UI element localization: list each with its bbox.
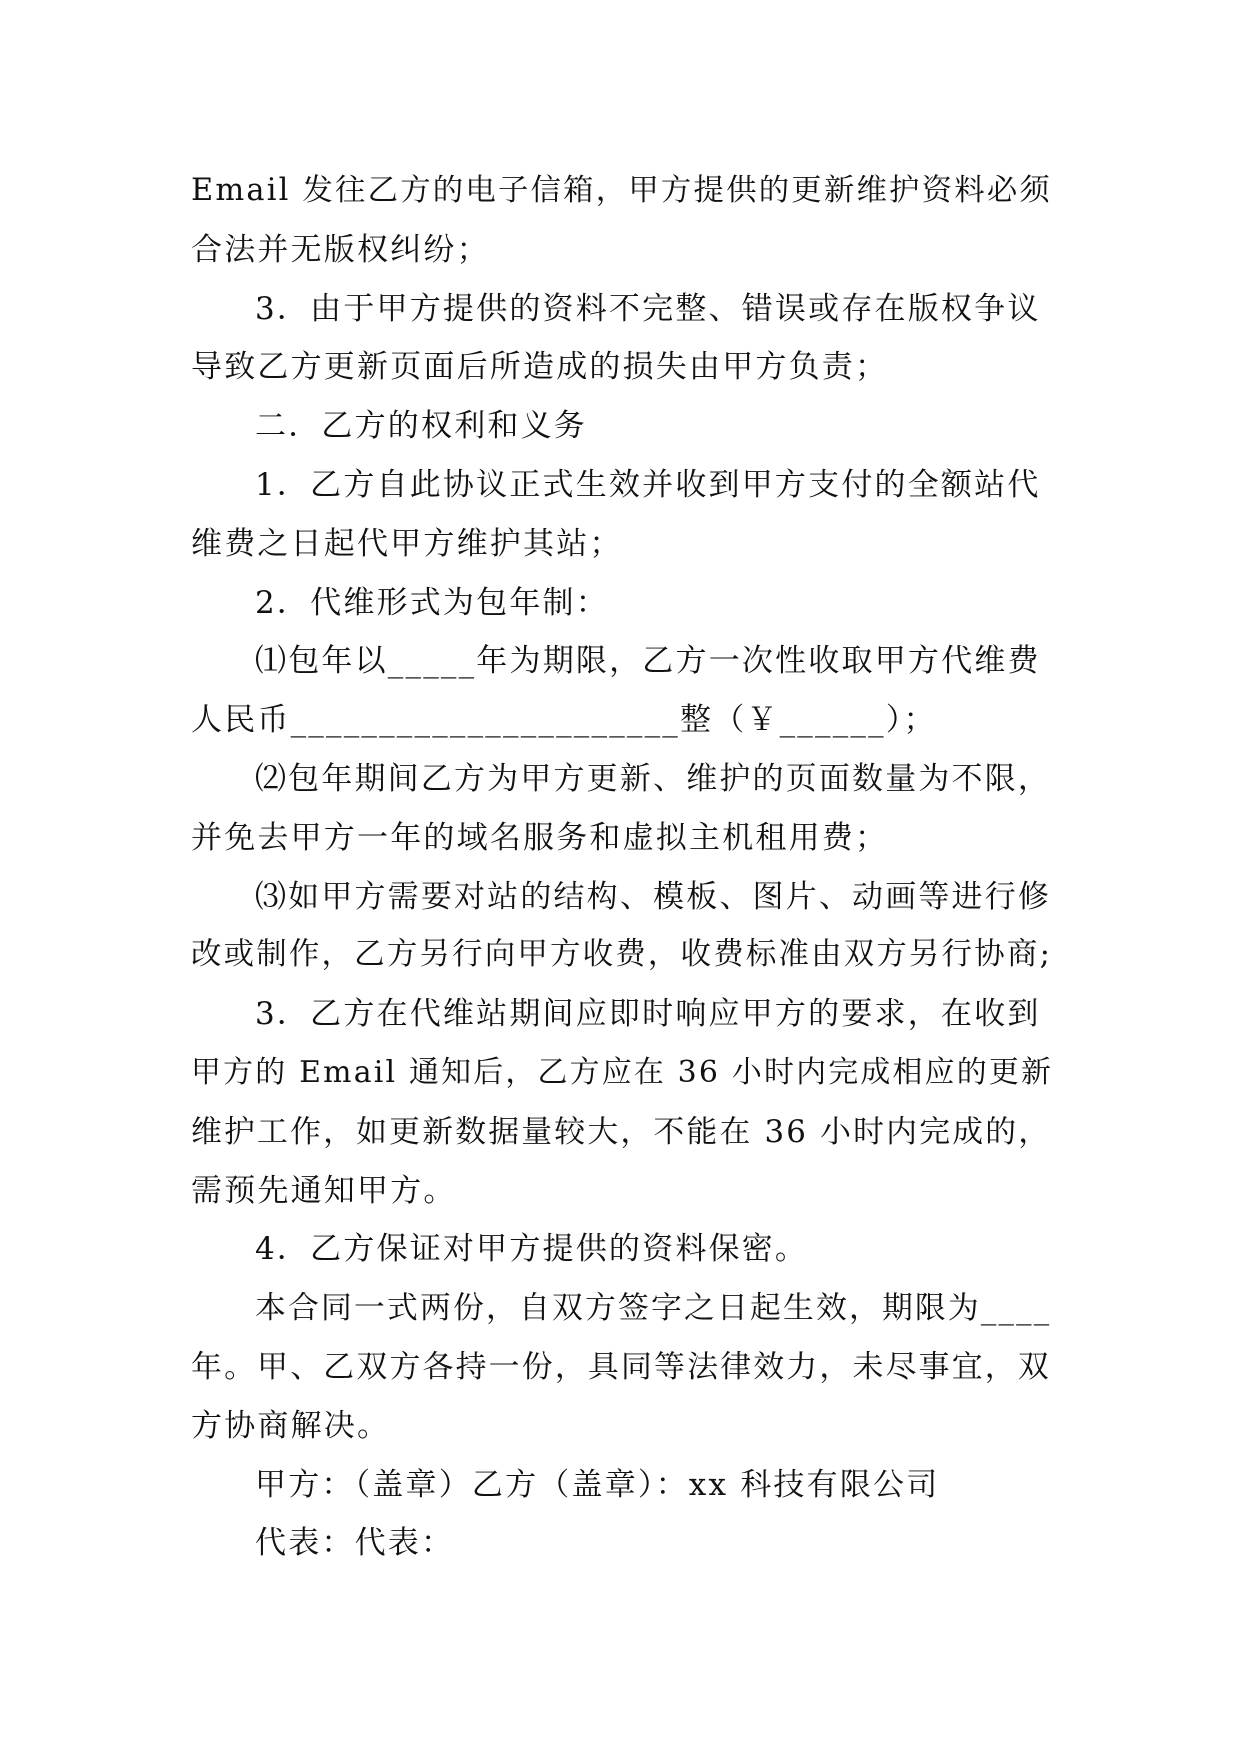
document-line: 并免去甲方一年的域名服务和虚拟主机租用费； bbox=[191, 819, 889, 856]
document-line: 人民币______________________整（￥______）； bbox=[191, 702, 937, 739]
document-body bbox=[191, 162, 1054, 1573]
document-line: 1．乙方自此协议正式生效并收到甲方支付的全额站代 bbox=[255, 466, 1041, 503]
document-line: 需预先通知甲方。 bbox=[191, 1172, 457, 1209]
document-line: 代表：代表： bbox=[255, 1525, 455, 1562]
document-line: 方协商解决。 bbox=[191, 1407, 391, 1444]
document-line: 3．由于甲方提供的资料不完整、错误或存在版权争议 bbox=[255, 290, 1041, 327]
document-line: 导致乙方更新页面后所造成的损失由甲方负责； bbox=[191, 349, 889, 386]
document-line: 3．乙方在代维站期间应即时响应甲方的要求，在收到 bbox=[255, 996, 1041, 1033]
document-line: Email 发往乙方的电子信箱，甲方提供的更新维护资料必须 bbox=[191, 173, 1053, 208]
document-line: 维护工作，如更新数据量较大，不能在 36 小时内完成的， bbox=[191, 1113, 1052, 1150]
document-line: ⑵包年期间乙方为甲方更新、维护的页面数量为不限， bbox=[255, 760, 1052, 797]
document-line: ⑴包年以_____年为期限，乙方一次性收取甲方代维费 bbox=[255, 643, 1041, 680]
document-line: 2．代维形式为包年制： bbox=[255, 584, 609, 621]
document-line: 年。甲、乙双方各持一份，具同等法律效力，未尽事宜，双 bbox=[191, 1348, 1051, 1385]
document-line: 二．乙方的权利和义务 bbox=[255, 408, 587, 445]
document-line: 4．乙方保证对甲方提供的资料保密。 bbox=[255, 1231, 809, 1268]
document-line: ⑶如甲方需要对站的结构、模板、图片、动画等进行修 bbox=[255, 878, 1052, 915]
document-line: 甲方的 Email 通知后，乙方应在 36 小时内完成相应的更新 bbox=[191, 1054, 1054, 1090]
document-line: 甲方：（盖章）乙方（盖章）：xx 科技有限公司 bbox=[255, 1466, 940, 1503]
document-line: 改或制作，乙方另行向甲方收费，收费标准由双方另行协商; bbox=[191, 937, 1053, 973]
document-line: 本合同一式两份，自双方签字之日起生效，期限为____ bbox=[255, 1290, 1052, 1327]
document-line: 维费之日起代甲方维护其站； bbox=[191, 525, 623, 562]
document-line: 合法并无版权纠纷； bbox=[191, 231, 490, 268]
